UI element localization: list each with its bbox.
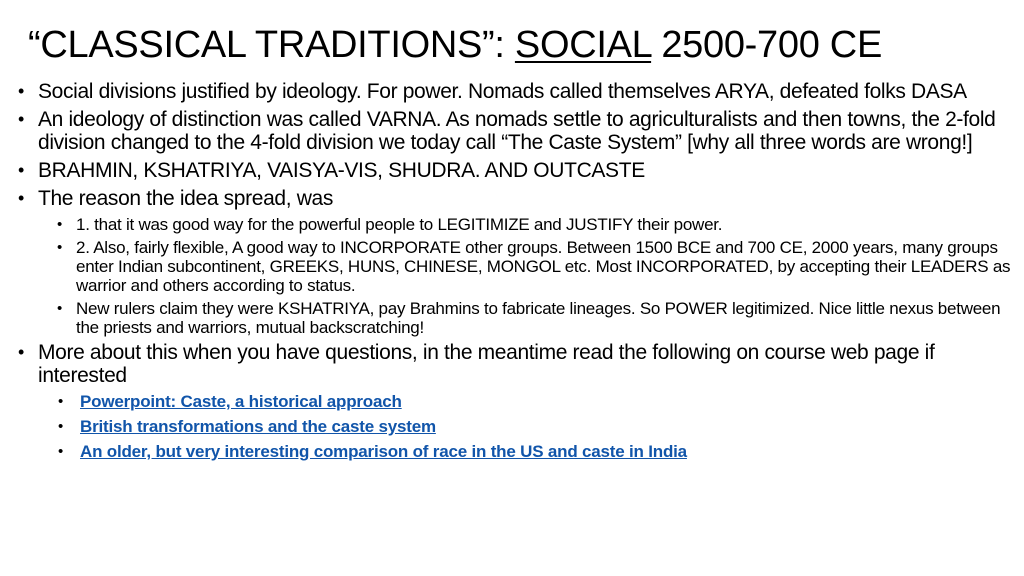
slide-body [0,80,1024,467]
bullet-icon: • [18,109,24,129]
bullet-icon: • [58,443,64,460]
bullet-icon: • [57,239,63,256]
link-british-transformations[interactable]: British transformations and the caste system [80,417,436,436]
bullet-text: Social divisions justified by ideology. For power. Nomads called themselves ARYA, defeated folks DASA [38,80,967,103]
bullet-text: An ideology of distinction was called VARNA. As nomads settle to agriculturalists and then towns, the 2-fold division changed to the 4-fold division we today call “The Caste System” [why all three words are wrong!] [38,108,996,154]
bullet-icon: • [18,188,24,208]
link-item-2 [58,417,1012,436]
bullet-item-1 [18,80,1010,103]
title-highlight: SOCIAL [514,24,652,66]
bullet-text: The reason the idea spread, was [38,187,334,210]
title-prefix: “CLASSICAL TRADITIONS”: [28,24,515,66]
bullet-text: More about this when you have questions, in the meantime read the following on course web page if interested [38,341,935,387]
bullet-icon: • [58,418,64,435]
sub-bullet-text: New rulers claim they were KSHATRIYA, pay Brahmins to fabricate lineages. So POWER legitimized. Nice little nexus between the priests and warriors, mutual backscratching! [76,299,1001,337]
bullet-item-2 [18,108,1010,154]
bullet-icon: • [58,393,64,410]
bullet-icon: • [18,342,24,362]
bullet-icon: • [57,216,63,233]
bullet-text: BRAHMIN, KSHATRIYA, VAISYA-VIS, SHUDRA. AND OUTCASTE [38,159,645,182]
bullet-icon: • [57,300,63,317]
link-item-1 [58,392,1012,411]
bullet-icon: • [18,81,24,101]
bullet-item-3 [18,159,1010,182]
bullet-item-5 [18,341,1010,387]
link-race-caste-comparison[interactable]: An older, but very interesting comparison of race in the US and caste in India [80,442,687,461]
sub-bullet-item-3 [57,299,1012,337]
slide-title [28,22,882,68]
sub-bullet-item-2 [57,238,1012,295]
sub-bullet-item-1 [57,215,1012,234]
link-item-3 [58,442,1012,461]
sub-bullet-text: 1. that it was good way for the powerful people to LEGITIMIZE and JUSTIFY their power. [76,215,723,234]
bullet-item-4 [18,187,1010,210]
sub-bullet-text: 2. Also, fairly flexible, A good way to INCORPORATE other groups. Between 1500 BCE and 700 CE, 2000 years, many groups enter Indian subcontinent, GREEKS, HUNS, CHINESE, MONGOL etc. Most INCORPORATED, by accepting their LEADERS as warrior and others according to status. [76,238,1011,295]
title-suffix: 2500-700 CE [651,24,882,66]
link-caste-historical-approach[interactable]: Powerpoint: Caste, a historical approach [80,392,402,411]
bullet-icon: • [18,160,24,180]
